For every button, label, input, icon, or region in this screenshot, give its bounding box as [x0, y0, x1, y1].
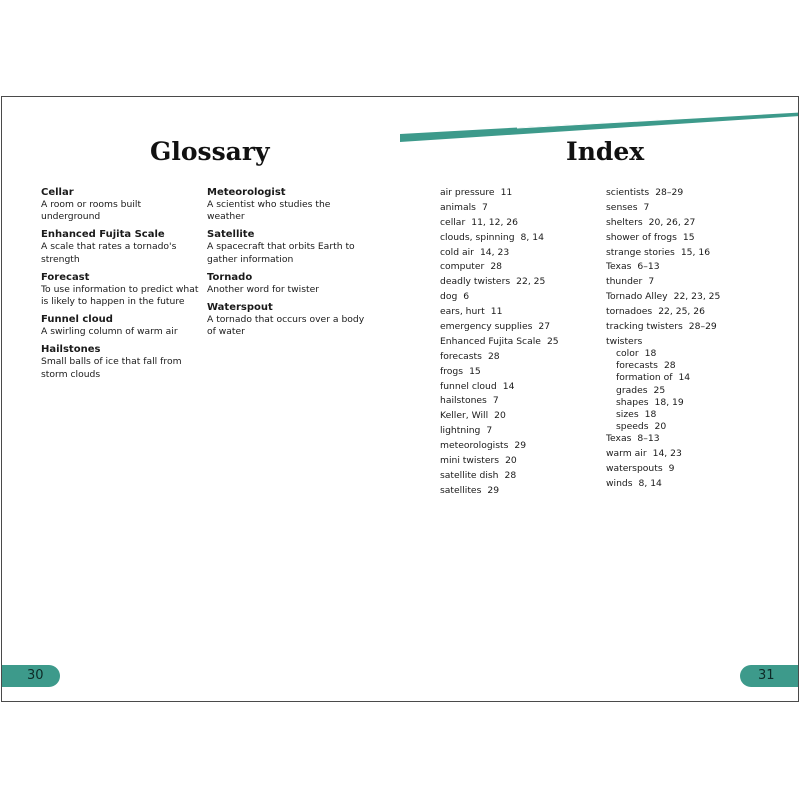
index-entry	[440, 321, 559, 336]
index-entry	[606, 291, 720, 306]
index-term: ears, hurt	[440, 306, 485, 318]
index-pages: 25	[546, 335, 559, 347]
index-pages: 7	[648, 276, 655, 288]
index-term: computer	[440, 261, 485, 273]
glossary-definition: Small balls of ice that fall from storm clouds	[41, 356, 182, 380]
index-pages: 22, 25, 26	[658, 306, 705, 318]
glossary-term: Enhanced Fujita Scale	[41, 229, 165, 241]
index-term: deadly twisters	[440, 276, 511, 288]
index-term: cellar	[440, 216, 466, 228]
index-entry	[606, 478, 720, 493]
index-entry	[440, 455, 559, 470]
index-term: shapes	[616, 396, 649, 408]
index-term: color	[616, 348, 639, 360]
index-entry	[440, 470, 559, 485]
glossary-term: Waterspout	[207, 302, 273, 314]
index-term: forecasts	[440, 350, 482, 362]
index-term: grades	[616, 384, 648, 396]
index-entry	[606, 448, 720, 463]
index-entry	[440, 232, 559, 247]
index-pages: 22, 25	[516, 276, 546, 288]
index-term: Texas	[606, 433, 632, 445]
index-term: forecasts	[616, 360, 658, 372]
index-pages: 28	[663, 360, 676, 372]
glossary-entry	[41, 186, 201, 223]
index-entry	[440, 187, 559, 202]
index-entry	[606, 247, 720, 262]
index-entry	[606, 261, 720, 276]
index-term: satellites	[440, 484, 482, 496]
index-pages: 11	[490, 306, 503, 318]
index-entry	[440, 425, 559, 440]
index-entry	[606, 306, 720, 321]
index-entry	[606, 321, 720, 336]
index-term: emergency supplies	[440, 321, 533, 333]
index-pages: 28	[487, 350, 500, 362]
index-pages: 8, 14	[638, 478, 662, 490]
index-term: mini twisters	[440, 455, 500, 467]
index-entry	[440, 336, 559, 351]
index-entry	[440, 395, 559, 410]
index-pages: 18	[644, 409, 657, 421]
index-entry	[606, 397, 720, 409]
index-term: thunder	[606, 276, 643, 288]
index-term: strange stories	[606, 246, 675, 258]
index-entry	[606, 409, 720, 421]
glossary-term: Cellar	[41, 187, 74, 198]
index-pages: 7	[486, 425, 493, 437]
index-entry	[606, 372, 720, 384]
glossary-column-2	[207, 186, 367, 343]
index-entry	[440, 217, 559, 232]
index-entry	[440, 381, 559, 396]
index-pages: 29	[487, 484, 500, 496]
glossary-term: Forecast	[41, 271, 90, 283]
index-entry	[440, 410, 559, 425]
glossary-definition: A scale that rates a tornado's strength	[41, 241, 177, 265]
index-term: speeds	[616, 421, 649, 433]
index-pages: 20	[654, 421, 667, 433]
index-entry	[440, 366, 559, 381]
index-entry	[606, 385, 720, 397]
index-term: Texas	[606, 261, 632, 273]
index-term: clouds, spinning	[440, 231, 515, 243]
glossary-definition: A scientist who studies the weather	[207, 199, 331, 223]
glossary-term: Satellite	[207, 229, 255, 241]
index-entry	[606, 276, 720, 291]
index-term: frogs	[440, 365, 464, 377]
index-entry	[440, 440, 559, 455]
index-entry	[606, 348, 720, 360]
index-term: tracking twisters	[606, 321, 683, 333]
index-term: warm air	[606, 448, 647, 460]
index-entry	[440, 306, 559, 321]
index-entry	[606, 463, 720, 478]
book-spread	[1, 96, 799, 702]
index-term: tornadoes	[606, 306, 653, 318]
index-pages: 14	[502, 380, 515, 392]
glossary-term: Hailstones	[41, 344, 101, 356]
index-entry	[440, 276, 559, 291]
index-term: hailstones	[440, 395, 487, 407]
index-pages: 28–29	[688, 321, 717, 333]
index-pages: 20	[505, 455, 517, 467]
glossary-term: Meteorologist	[207, 187, 286, 198]
glossary-entry	[41, 228, 201, 265]
glossary-entry	[41, 343, 201, 380]
index-entry	[606, 433, 720, 448]
glossary-definition: A swirling column of warm air	[41, 326, 178, 338]
index-column-2	[606, 187, 720, 493]
index-pages: 15	[469, 365, 481, 377]
index-pages: 7	[481, 201, 488, 213]
index-term: animals	[440, 201, 476, 213]
index-term: Tornado Alley	[606, 291, 668, 303]
index-pages: 29	[514, 440, 527, 452]
index-pages: 22, 23, 25	[673, 291, 721, 303]
index-entry	[606, 421, 720, 433]
index-pages: 15	[682, 231, 695, 243]
index-term: shelters	[606, 216, 643, 228]
index-entry	[606, 202, 720, 217]
index-pages: 14, 23	[652, 448, 682, 460]
index-pages: 11, 12, 26	[471, 216, 518, 228]
index-pages: 14	[678, 372, 691, 384]
index-entry	[606, 360, 720, 372]
index-pages: 14, 23	[479, 246, 510, 258]
index-pages: 11	[500, 187, 513, 198]
index-term: air pressure	[440, 187, 495, 198]
index-term: lightning	[440, 425, 481, 437]
index-term: scientists	[606, 187, 650, 198]
index-title: Index	[566, 137, 645, 166]
decorative-stripe	[2, 97, 799, 157]
glossary-entry	[207, 271, 367, 296]
index-term: meteorologists	[440, 440, 509, 452]
index-entry	[440, 247, 559, 262]
glossary-definition: To use information to predict what is likely to happen in the future	[41, 283, 199, 308]
glossary-term: Tornado	[207, 271, 253, 283]
index-entry	[606, 217, 720, 232]
index-pages: 8, 14	[520, 231, 544, 243]
index-pages: 28	[490, 261, 503, 273]
index-term: dog	[440, 291, 458, 303]
index-term: satellite dish	[440, 469, 499, 481]
index-entry	[606, 232, 720, 247]
glossary-definition: A spacecraft that orbits Earth to gather information	[207, 241, 355, 265]
index-term: formation of	[616, 372, 673, 384]
glossary-entry	[207, 186, 367, 223]
index-pages: 25	[653, 384, 666, 396]
index-pages: 20, 26, 27	[648, 216, 696, 228]
index-pages: 18, 19	[654, 396, 684, 408]
index-entry	[606, 187, 720, 202]
index-pages: 20	[494, 410, 506, 422]
glossary-definition: A room or rooms built underground	[41, 199, 142, 223]
index-pages: 27	[538, 321, 551, 333]
index-pages: 28	[504, 469, 517, 481]
index-entry	[440, 261, 559, 276]
index-pages: 15, 16	[680, 246, 711, 258]
glossary-entry	[207, 301, 367, 338]
index-pages: 28–29	[655, 187, 684, 198]
index-term: sizes	[616, 409, 639, 421]
index-entry-twisters: twisters	[606, 335, 643, 347]
index-term: winds	[606, 478, 633, 490]
index-entry	[440, 202, 559, 217]
index-pages: 6	[463, 291, 470, 303]
index-term: waterspouts	[606, 463, 663, 475]
page-number-right: 31	[740, 665, 798, 687]
index-entry	[440, 291, 559, 306]
index-pages: 9	[668, 463, 675, 475]
index-term: cold air	[440, 246, 474, 258]
index-term: senses	[606, 201, 638, 213]
index-term: Enhanced Fujita Scale	[440, 335, 541, 347]
glossary-definition: A tornado that occurs over a body of water	[207, 314, 365, 338]
index-entry	[440, 351, 559, 366]
page-number-left: 30	[2, 665, 60, 687]
glossary-entry	[207, 228, 367, 265]
index-pages: 7	[643, 201, 650, 213]
index-column-1	[440, 187, 559, 500]
index-term: Keller, Will	[440, 410, 489, 422]
index-entry	[440, 485, 559, 500]
index-pages: 7	[492, 395, 499, 407]
glossary-definition: Another word for twister	[207, 283, 320, 295]
glossary-term: Funnel cloud	[41, 314, 113, 326]
glossary-entry	[41, 313, 201, 338]
index-pages: 6–13	[637, 261, 660, 273]
index-term: funnel cloud	[440, 380, 497, 392]
index-term: shower of frogs	[606, 231, 677, 243]
glossary-title: Glossary	[150, 137, 270, 166]
index-pages: 8–13	[637, 433, 660, 445]
index-pages: 18	[644, 348, 657, 360]
glossary-column-1	[41, 186, 201, 386]
glossary-entry	[41, 271, 201, 308]
